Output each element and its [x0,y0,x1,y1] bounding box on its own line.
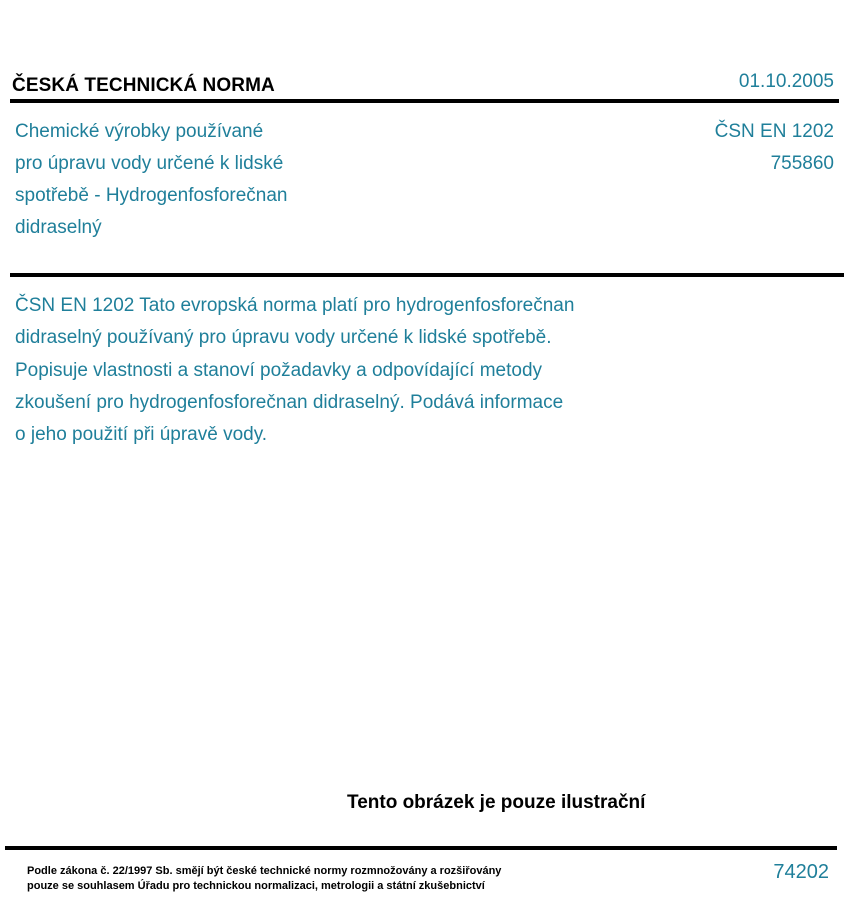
standard-title-line: pro úpravu vody určené k lidské [15,153,284,174]
legal-notice [27,864,501,894]
legal-notice-line: pouze se souhlasem Úřadu pro technickou normalizaci, metrologii a státní zkušebnictví [27,880,485,892]
standard-title-line: spotřebě - Hydrogenfosforečnan [15,185,288,206]
section-divider [10,273,844,277]
document-type-heading: ČESKÁ TECHNICKÁ NORMA [12,75,275,96]
illustration-disclaimer: Tento obrázek je pouze ilustrační [347,792,646,813]
standard-class-number: 755860 [770,153,834,174]
standard-title [15,116,355,244]
abstract-line: ČSN EN 1202 Tato evropská norma platí pro hydrogenfosforečnan [15,295,575,316]
abstract-line: Popisuje vlastnosti a stanoví požadavky a odpovídající metody [15,359,543,381]
footer-divider [5,846,837,850]
standard-title-line: Chemické výrobky používané [15,121,264,142]
abstract-line: didraselný používaný pro úpravu vody určené k lidské spotřebě. [15,327,552,349]
header-divider [10,99,839,103]
standard-identifiers [715,116,834,180]
standard-abstract [15,290,675,451]
standard-code: ČSN EN 1202 [714,121,834,142]
catalog-number: 74202 [773,861,829,883]
abstract-line: o jeho použití při úpravě vody. [15,424,268,446]
standard-title-line: didraselný [15,217,102,238]
abstract-line: zkoušení pro hydrogenfosforečnan didraselný. Podává informace [15,391,564,413]
legal-notice-line: Podle zákona č. 22/1997 Sb. smějí být české technické normy rozmnožovány a rozšiřovány [27,865,502,877]
publication-date: 01.10.2005 [738,71,834,92]
